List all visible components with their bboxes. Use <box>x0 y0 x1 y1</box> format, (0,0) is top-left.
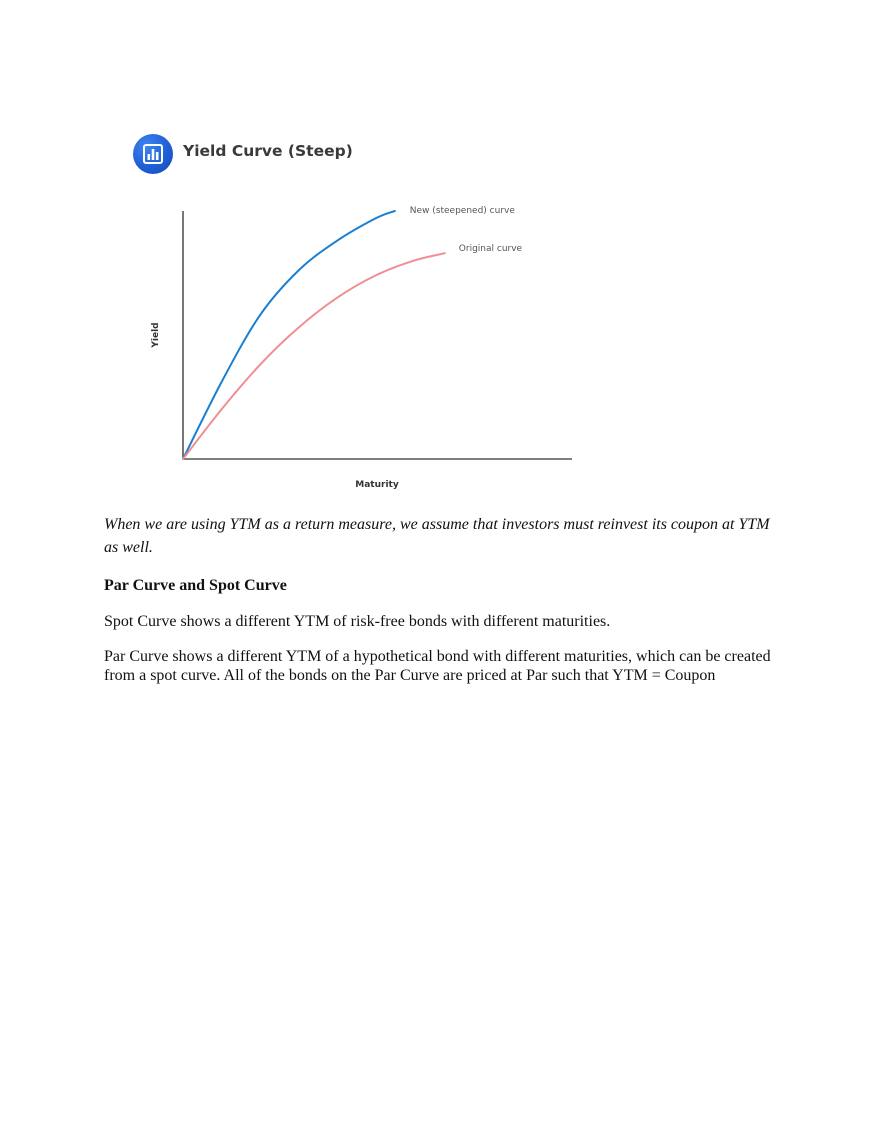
chart-title: Yield Curve (Steep) <box>183 142 353 160</box>
yield-curve-chart <box>0 0 880 500</box>
ytm-reinvestment-note: When we are using YTM as a return measure, we assume that investors must reinvest its coupon at YTM as well. <box>104 516 770 556</box>
y-axis-label: Yield <box>151 322 161 348</box>
yield-curve-figure <box>0 0 880 500</box>
series-label-2: Original curve <box>458 244 523 255</box>
par-curve-paragraph: Par Curve shows a different YTM of a hypothetical bond with different maturities, which can be created from a spot curve. All of the bonds on the Par Curve are priced at Par such that YTM = Coupon <box>104 648 771 684</box>
series-label-1: New (steepened) curve <box>409 206 515 216</box>
section-heading: Par Curve and Spot Curve <box>104 577 287 594</box>
spot-curve-paragraph: Spot Curve shows a different YTM of risk-free bonds with different maturities. <box>104 613 611 630</box>
series-line-2 <box>183 253 445 459</box>
x-axis-label: Maturity <box>355 480 399 490</box>
